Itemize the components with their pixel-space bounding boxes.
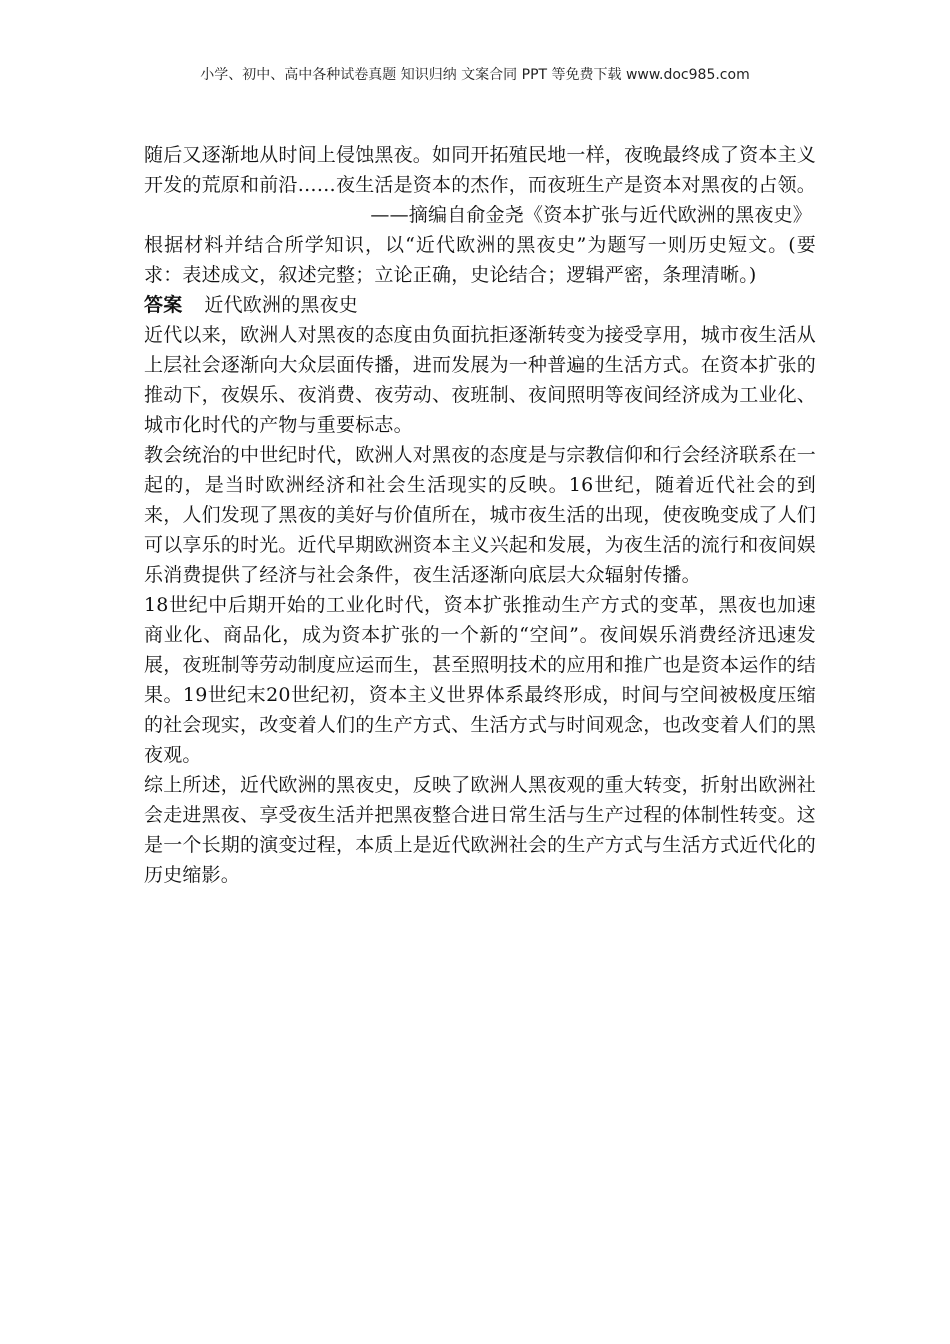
- page-header: 小学、初中、高中各种试卷真题 知识归纳 文案合同 PPT 等免费下载 www.doc985.com: [200, 67, 750, 83]
- answer-paragraph-4: 综上所述，近代欧洲的黑夜史，反映了欧洲人黑夜观的重大转变，折射出欧洲社会走进黑夜、享受夜生活并把黑夜整合进日常生活与生产过程的体制性转变。这是一个长期的演变过程，本质上是近代欧洲社会的生产方式与生活方式近代化的历史缩影。: [144, 774, 817, 886]
- answer-title: 近代欧洲的黑夜史: [204, 294, 359, 316]
- question-prompt: 根据材料并结合所学知识，以“近代欧洲的黑夜史”为题写一则历史短文。(要求：表述成文，叙述完整；立论正确，史论结合；逻辑严密，条理清晰。): [144, 234, 816, 286]
- material-source: ——摘编自俞金尧《资本扩张与近代欧洲的黑夜史》: [370, 204, 812, 226]
- answer-paragraph-1: 近代以来，欧洲人对黑夜的态度由负面抗拒逐渐转变为接受享用，城市夜生活从上层社会逐渐向大众层面传播，进而发展为一种普遍的生活方式。在资本扩张的推动下，夜娱乐、夜消费、夜劳动、夜班制、夜间照明等夜间经济成为工业化、城市化时代的产物与重要标志。: [144, 324, 817, 436]
- answer-heading: [144, 290, 816, 320]
- material-excerpt: 随后又逐渐地从时间上侵蚀黑夜。如同开拓殖民地一样，夜晚最终成了资本主义开发的荒原和前沿……夜生活是资本的杰作，而夜班生产是资本对黑夜的占领。: [144, 144, 817, 196]
- document-body: [144, 140, 816, 890]
- answer-paragraph-3: 18世纪中后期开始的工业化时代，资本扩张推动生产方式的变革，黑夜也加速商业化、商品化，成为资本扩张的一个新的“空间”。夜间娱乐消费经济迅速发展，夜班制等劳动制度应运而生，甚至照明技术的应用和推广也是资本运作的结果。19世纪末20世纪初，资本主义世界体系最终形成，时间与空间被极度压缩的社会现实，改变着人们的生产方式、生活方式与时间观念，也改变着人们的黑夜观。: [144, 594, 817, 766]
- answer-label: 答案: [144, 294, 183, 316]
- answer-paragraph-2: 教会统治的中世纪时代，欧洲人对黑夜的态度是与宗教信仰和行会经济联系在一起的，是当时欧洲经济和社会生活现实的反映。16世纪，随着近代社会的到来，人们发现了黑夜的美好与价值所在，城市夜生活的出现，使夜晚变成了人们可以享乐的时光。近代早期欧洲资本主义兴起和发展，为夜生活的流行和夜间娱乐消费提供了经济与社会条件，夜生活逐渐向底层大众辐射传播。: [144, 444, 817, 586]
